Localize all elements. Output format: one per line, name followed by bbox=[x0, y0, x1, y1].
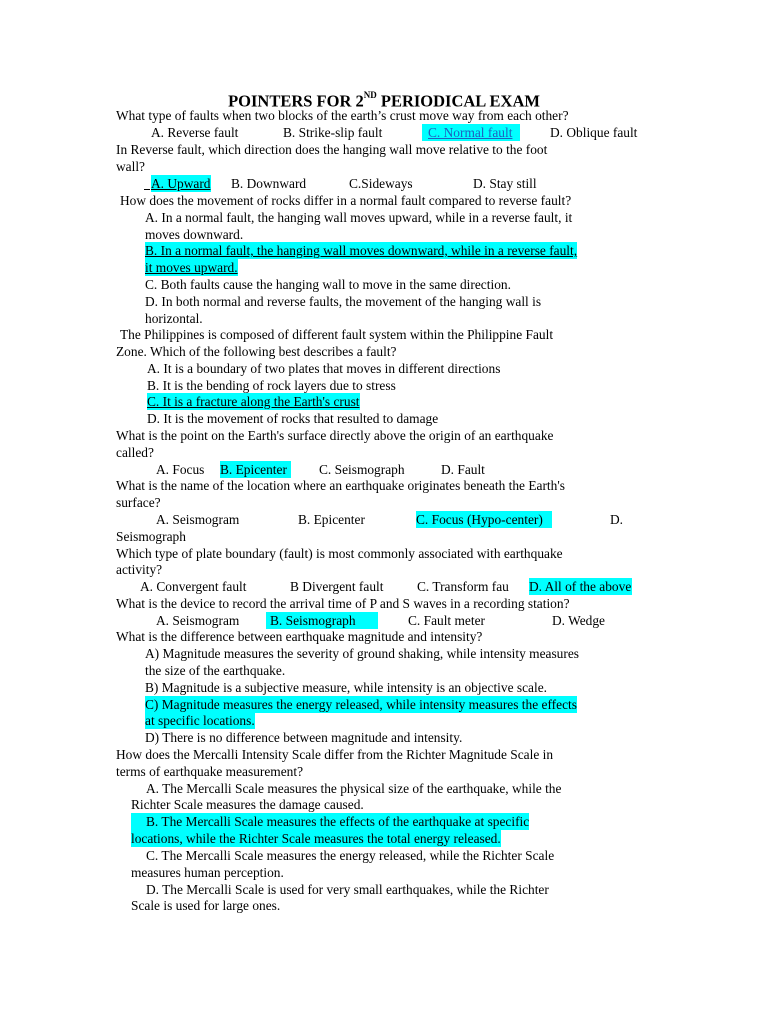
q6-option-a: A. Seismogram bbox=[156, 512, 240, 527]
q5-option-d: D. Fault bbox=[441, 462, 485, 477]
q5-option-b-answer: B. Epicenter bbox=[220, 461, 291, 478]
q7-option-d-answer: D. All of the above bbox=[529, 579, 632, 594]
q6-option-c-answer: C. Focus (Hypo-center) bbox=[416, 511, 552, 528]
q7-option-a: A. Convergent fault bbox=[140, 579, 247, 594]
q3-option-a-line2: moves downward. bbox=[145, 227, 244, 242]
title-rest: PERIODICAL EXAM bbox=[376, 91, 540, 111]
q2-option-d: D. Stay still bbox=[473, 176, 537, 191]
q4-option-d: D. It is the movement of rocks that resulted to damage bbox=[147, 411, 439, 426]
q9-option-a-line2: the size of the earthquake. bbox=[145, 663, 286, 678]
q10-option-d-line1: D. The Mercalli Scale is used for very small earthquakes, while the Richter bbox=[146, 882, 549, 897]
q8-option-c: C. Fault meter bbox=[408, 613, 485, 628]
q8-question: What is the device to record the arrival time of P and S waves in a recording station? bbox=[116, 596, 570, 611]
q6-option-b: B. Epicenter bbox=[298, 512, 365, 527]
q6-option-d-line2: Seismograph bbox=[116, 529, 186, 544]
q5-question-line2: called? bbox=[116, 445, 154, 460]
q10-question-line1: How does the Mercalli Intensity Scale differ from the Richter Magnitude Scale in bbox=[116, 747, 554, 762]
q9-question: What is the difference between earthquake magnitude and intensity? bbox=[116, 629, 483, 644]
q4-question-line2: Zone. Which of the following best describes a fault? bbox=[116, 344, 397, 359]
q8-option-d: D. Wedge bbox=[552, 613, 605, 628]
q10-option-c-line2: measures human perception. bbox=[131, 865, 284, 880]
q9-option-c-answer-line2: at specific locations. bbox=[145, 713, 255, 728]
q7-option-b: B Divergent fault bbox=[290, 579, 384, 594]
q7-option-c: C. Transform fau bbox=[417, 579, 509, 594]
q4-option-b: B. It is the bending of rock layers due to stress bbox=[147, 378, 396, 393]
q1-option-a: A. Reverse fault bbox=[151, 125, 239, 140]
q1-question: What type of faults when two blocks of the earth’s crust move way from each other? bbox=[116, 108, 569, 123]
q10-option-c-line1: C. The Mercalli Scale measures the energy released, while the Richter Scale bbox=[146, 848, 555, 863]
q2-option-b: B. Downward bbox=[231, 176, 307, 191]
title-main: POINTERS FOR 2 bbox=[228, 91, 364, 111]
q10-option-b-answer-line1: B. The Mercalli Scale measures the effects of the earthquake at specific bbox=[131, 813, 529, 830]
q2-blank-underline bbox=[144, 175, 150, 190]
q1-option-c-text: C. Normal fault bbox=[428, 125, 513, 140]
q10-option-b-answer-line2: locations, while the Richter Scale measures the total energy released. bbox=[131, 831, 501, 846]
q3-option-d-line1: D. In both normal and reverse faults, the movement of the hanging wall is bbox=[145, 294, 542, 309]
q2-question-line1: In Reverse fault, which direction does the hanging wall move relative to the foot bbox=[116, 142, 548, 157]
q3-question: How does the movement of rocks differ in a normal fault compared to reverse fault? bbox=[120, 193, 572, 208]
title-superscript: ND bbox=[363, 90, 377, 100]
q9-option-c-answer-line1: C) Magnitude measures the energy released, while intensity measures the effects bbox=[145, 697, 577, 712]
q8-option-b-answer: B. Seismograph bbox=[266, 612, 378, 629]
q4-option-a: A. It is a boundary of two plates that moves in different directions bbox=[147, 361, 501, 376]
q4-question-line1: The Philippines is composed of different fault system within the Philippine Fault bbox=[120, 327, 554, 342]
q6-question-line2: surface? bbox=[116, 495, 161, 510]
q10-option-a-line1: A. The Mercalli Scale measures the physical size of the earthquake, while the bbox=[146, 781, 562, 796]
q3-option-b-answer-line2: it moves upward. bbox=[145, 260, 238, 275]
q1-option-b: B. Strike-slip fault bbox=[283, 125, 383, 140]
q6-question-line1: What is the name of the location where an earthquake originates beneath the Earth's bbox=[116, 478, 565, 493]
q1-option-c-answer bbox=[422, 124, 520, 141]
q9-option-b: B) Magnitude is a subjective measure, while intensity is an objective scale. bbox=[145, 680, 547, 695]
q7-question-line2: activity? bbox=[116, 562, 163, 577]
q5-question-line1: What is the point on the Earth's surface directly above the origin of an earthquake bbox=[116, 428, 554, 443]
q6-option-d-line1: D. bbox=[610, 512, 624, 527]
q10-option-d-line2: Scale is used for large ones. bbox=[131, 898, 281, 913]
q9-option-d: D) There is no difference between magnitude and intensity. bbox=[145, 730, 463, 745]
q3-option-c: C. Both faults cause the hanging wall to move in the same direction. bbox=[145, 277, 511, 292]
q3-option-a-line1: A. In a normal fault, the hanging wall moves upward, while in a reverse fault, it bbox=[145, 210, 573, 225]
q10-option-a-line2: Richter Scale measures the damage caused. bbox=[131, 797, 364, 812]
q8-option-a: A. Seismogram bbox=[156, 613, 240, 628]
q5-option-a: A. Focus bbox=[156, 462, 205, 477]
q3-option-b-answer-line1: B. In a normal fault, the hanging wall moves downward, while in a reverse fault, bbox=[145, 243, 578, 258]
q4-option-c-answer: C. It is a fracture along the Earth's crust bbox=[147, 394, 360, 409]
q3-option-d-line2: horizontal. bbox=[145, 311, 203, 326]
q2-option-a-text: A. Upward bbox=[151, 176, 211, 191]
q2-option-c: C.Sideways bbox=[349, 176, 413, 191]
q10-question-line2: terms of earthquake measurement? bbox=[116, 764, 304, 779]
q2-option-a-answer bbox=[151, 175, 211, 192]
q5-option-c: C. Seismograph bbox=[319, 462, 405, 477]
q2-question-line2: wall? bbox=[116, 159, 145, 174]
q7-question-line1: Which type of plate boundary (fault) is most commonly associated with earthquake bbox=[116, 546, 563, 561]
q9-option-a-line1: A) Magnitude measures the severity of ground shaking, while intensity measures bbox=[145, 646, 579, 661]
q1-option-d: D. Oblique fault bbox=[550, 125, 638, 140]
